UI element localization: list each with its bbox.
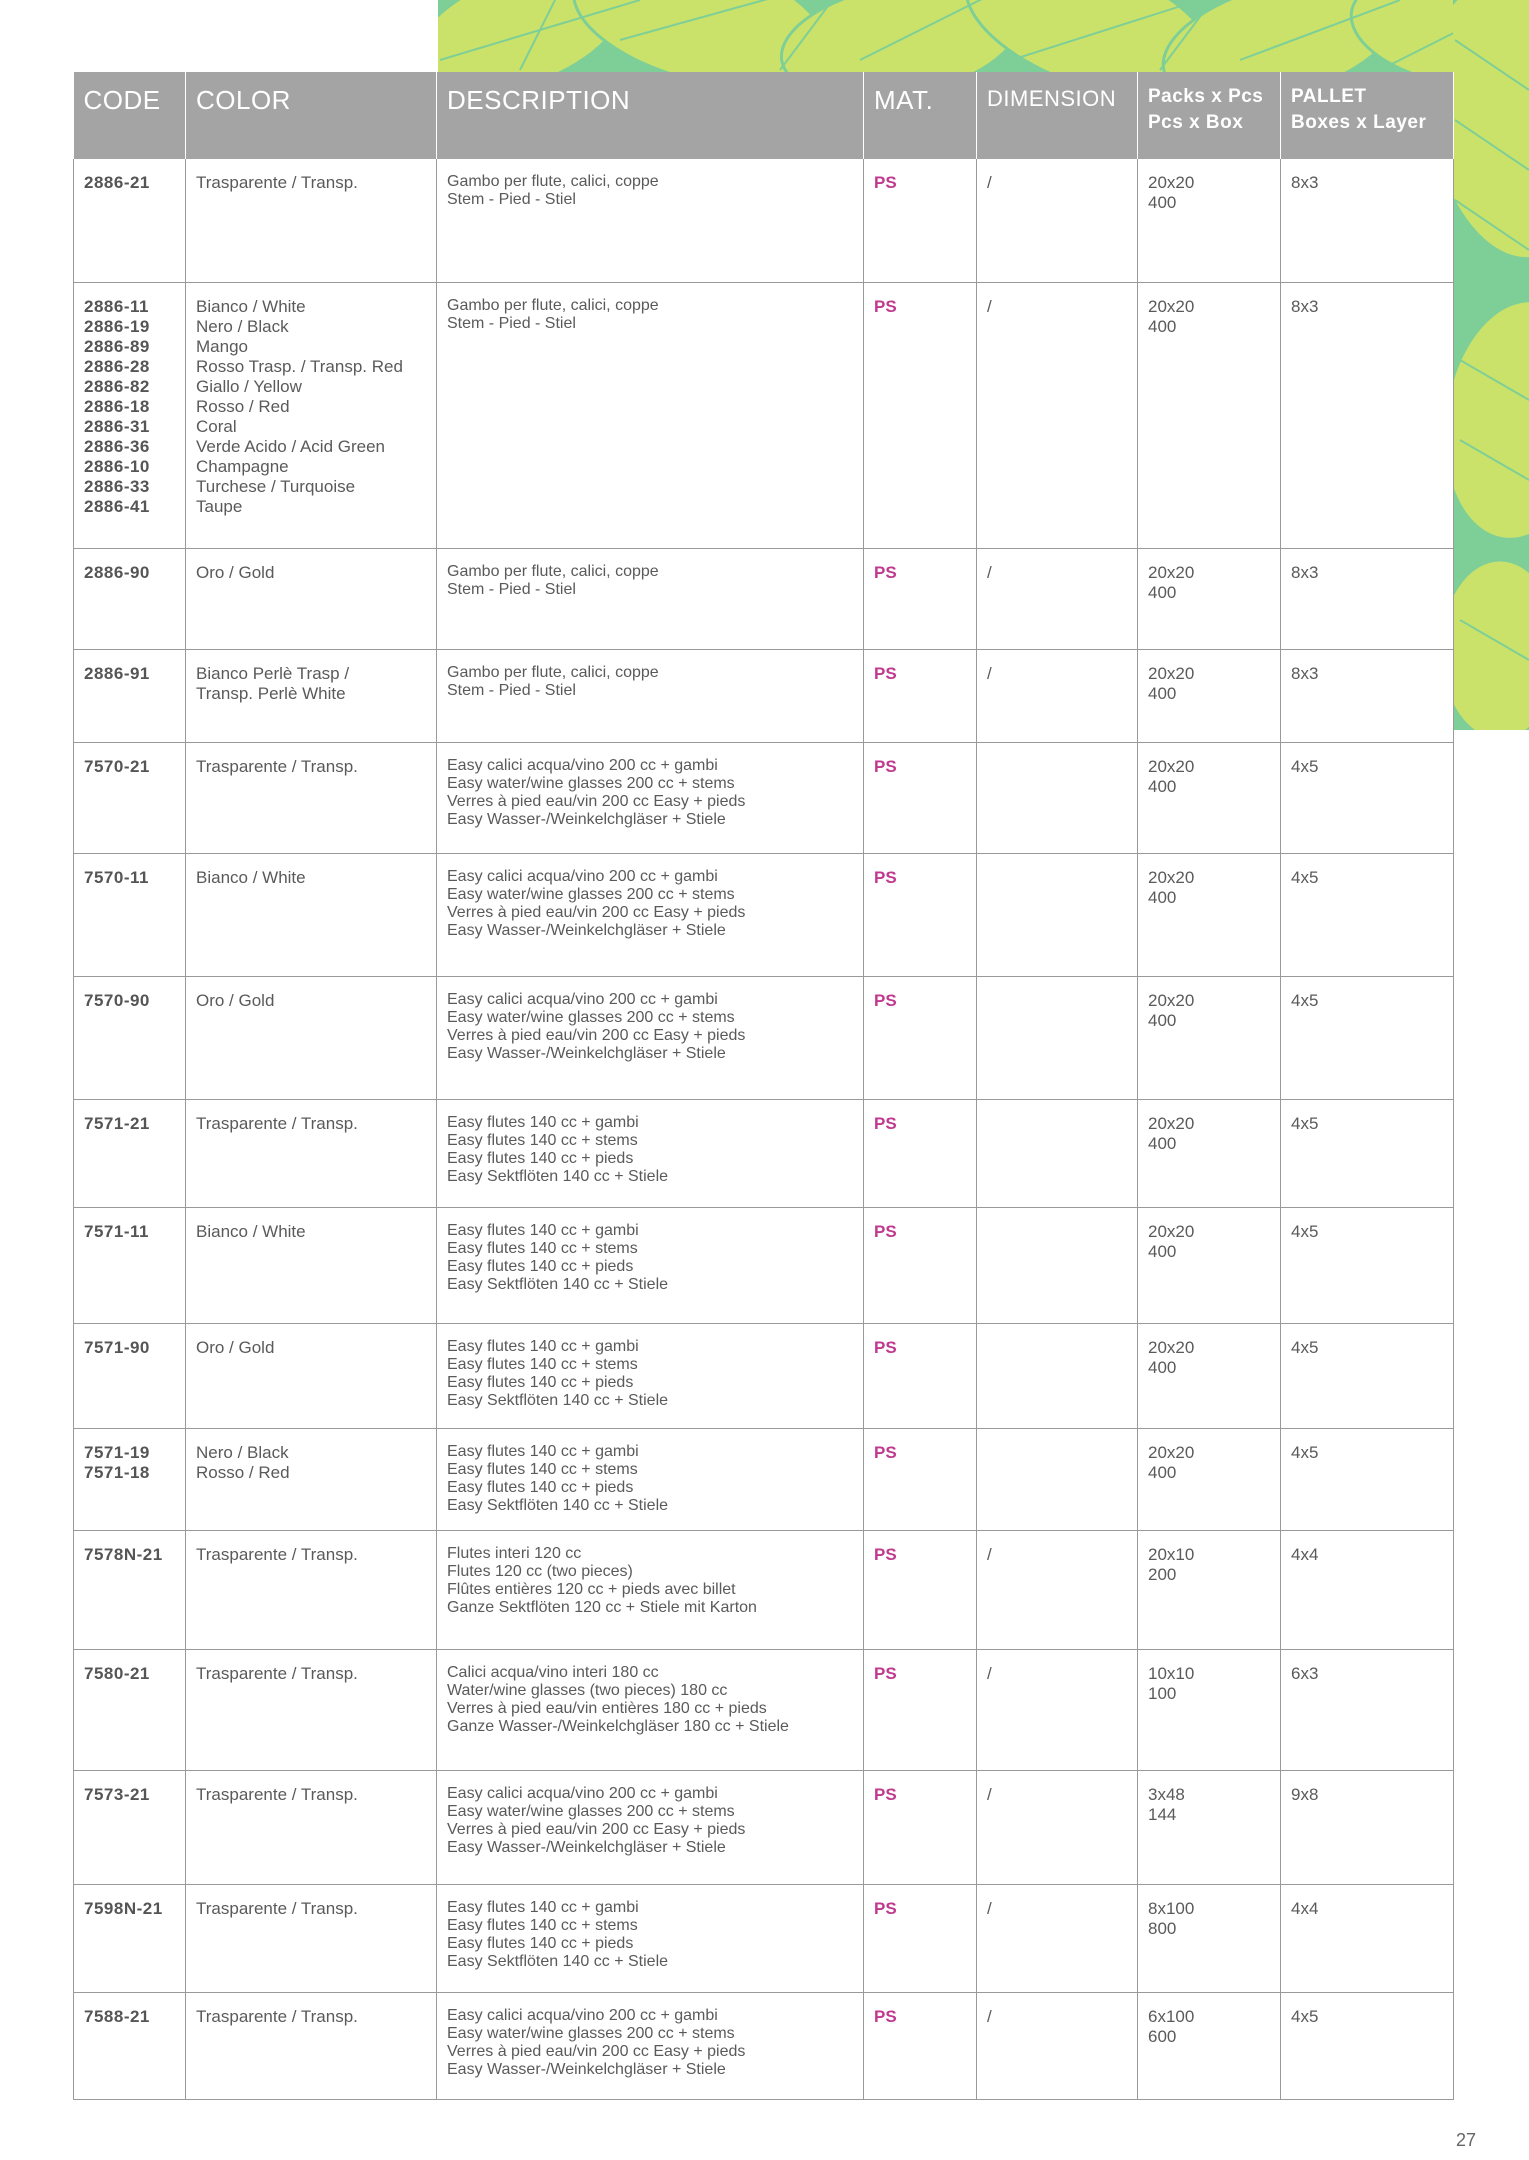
packs-cell: 20x20 400: [1138, 853, 1281, 976]
color-cell: Trasparente / Transp.: [186, 1099, 437, 1207]
material-cell: PS: [864, 742, 977, 853]
pallet-cell: 4x5: [1281, 1207, 1454, 1323]
pallet-cell: 4x5: [1281, 742, 1454, 853]
header-color: COLOR: [186, 72, 437, 159]
table-row: [74, 159, 1454, 282]
material-cell: PS: [864, 1207, 977, 1323]
dimension-cell: /: [977, 649, 1138, 742]
product-table-container: [73, 72, 1453, 2100]
code-cell: 7571-90: [74, 1323, 186, 1428]
material-cell: PS: [864, 1649, 977, 1770]
code-cell: 7578N-21: [74, 1530, 186, 1649]
packs-cell: 20x20 400: [1138, 976, 1281, 1099]
color-cell: Trasparente / Transp.: [186, 1884, 437, 1992]
material-cell: PS: [864, 1992, 977, 2099]
pallet-cell: 8x3: [1281, 649, 1454, 742]
code-cell: 7571-19 7571-18: [74, 1428, 186, 1530]
dimension-cell: [977, 1428, 1138, 1530]
color-cell: Oro / Gold: [186, 548, 437, 649]
material-cell: PS: [864, 976, 977, 1099]
material-cell: PS: [864, 1323, 977, 1428]
code-cell: 2886-11 2886-19 2886-89 2886-28 2886-82 2886-18 2886-31 2886-36 2886-10 2886-33 2886-41: [74, 282, 186, 548]
table-row: [74, 976, 1454, 1099]
header-code: CODE: [74, 72, 186, 159]
code-cell: 7570-21: [74, 742, 186, 853]
code-cell: 7598N-21: [74, 1884, 186, 1992]
dimension-cell: /: [977, 282, 1138, 548]
packs-cell: 20x20 400: [1138, 1428, 1281, 1530]
material-cell: PS: [864, 548, 977, 649]
packs-cell: 20x20 400: [1138, 282, 1281, 548]
description-cell: Gambo per flute, calici, coppe Stem - Pied - Stiel: [437, 649, 864, 742]
color-cell: Bianco / White: [186, 853, 437, 976]
code-cell: 7571-11: [74, 1207, 186, 1323]
product-table: [73, 72, 1454, 2100]
dimension-cell: /: [977, 1770, 1138, 1884]
dimension-cell: /: [977, 1530, 1138, 1649]
material-cell: PS: [864, 1428, 977, 1530]
material-cell: PS: [864, 1530, 977, 1649]
header-pallet: [1281, 72, 1454, 159]
color-cell: Nero / Black Rosso / Red: [186, 1428, 437, 1530]
table-row: [74, 282, 1454, 548]
code-cell: 2886-21: [74, 159, 186, 282]
pallet-cell: 4x5: [1281, 1099, 1454, 1207]
material-cell: PS: [864, 1884, 977, 1992]
table-row: [74, 1992, 1454, 2099]
table-row: [74, 1530, 1454, 1649]
code-cell: 7588-21: [74, 1992, 186, 2099]
table-row: [74, 1323, 1454, 1428]
pallet-cell: 6x3: [1281, 1649, 1454, 1770]
header-pallet-line2: Boxes x Layer: [1291, 112, 1427, 133]
pallet-cell: 4x5: [1281, 1323, 1454, 1428]
dimension-cell: /: [977, 159, 1138, 282]
material-cell: PS: [864, 853, 977, 976]
packs-cell: 20x20 400: [1138, 1323, 1281, 1428]
dimension-cell: [977, 1207, 1138, 1323]
packs-cell: 20x20 400: [1138, 742, 1281, 853]
color-cell: Trasparente / Transp.: [186, 742, 437, 853]
color-cell: Trasparente / Transp.: [186, 159, 437, 282]
pallet-cell: 4x4: [1281, 1530, 1454, 1649]
color-cell: Trasparente / Transp.: [186, 1649, 437, 1770]
code-cell: 7570-90: [74, 976, 186, 1099]
color-cell: Trasparente / Transp.: [186, 1992, 437, 2099]
code-cell: 2886-90: [74, 548, 186, 649]
color-cell: Oro / Gold: [186, 1323, 437, 1428]
packs-cell: 10x10 100: [1138, 1649, 1281, 1770]
pallet-cell: 4x5: [1281, 1428, 1454, 1530]
table-row: [74, 1099, 1454, 1207]
code-cell: 7570-11: [74, 853, 186, 976]
description-cell: Easy calici acqua/vino 200 cc + gambi Easy water/wine glasses 200 cc + stems Verres à pied eau/vin 200 cc Easy + pieds Easy Wasser-/Weinkelchgläser + Stiele: [437, 853, 864, 976]
pallet-cell: 4x5: [1281, 853, 1454, 976]
pallet-cell: 4x4: [1281, 1884, 1454, 1992]
color-cell: Bianco / White Nero / Black Mango Rosso Trasp. / Transp. Red Giallo / Yellow Rosso / Red Coral Verde Acido / Acid Green Champagne Turchese / Turquoise Taupe: [186, 282, 437, 548]
material-cell: PS: [864, 159, 977, 282]
description-cell: Easy flutes 140 cc + gambi Easy flutes 140 cc + stems Easy flutes 140 cc + pieds Easy Sektflöten 140 cc + Stiele: [437, 1323, 864, 1428]
code-cell: 7573-21: [74, 1770, 186, 1884]
pallet-cell: 8x3: [1281, 159, 1454, 282]
header-material: MAT.: [864, 72, 977, 159]
description-cell: Gambo per flute, calici, coppe Stem - Pied - Stiel: [437, 548, 864, 649]
material-cell: PS: [864, 1099, 977, 1207]
table-row: [74, 649, 1454, 742]
code-cell: 7571-21: [74, 1099, 186, 1207]
header-pallet-line1: PALLET: [1291, 86, 1367, 107]
table-row: [74, 1770, 1454, 1884]
description-cell: Easy flutes 140 cc + gambi Easy flutes 140 cc + stems Easy flutes 140 cc + pieds Easy Sektflöten 140 cc + Stiele: [437, 1099, 864, 1207]
color-cell: Oro / Gold: [186, 976, 437, 1099]
packs-cell: 20x20 400: [1138, 1207, 1281, 1323]
code-cell: 7580-21: [74, 1649, 186, 1770]
description-cell: Gambo per flute, calici, coppe Stem - Pied - Stiel: [437, 282, 864, 548]
packs-cell: 20x20 400: [1138, 159, 1281, 282]
dimension-cell: [977, 976, 1138, 1099]
page-number: 27: [1456, 2130, 1477, 2150]
header-packs: [1138, 72, 1281, 159]
description-cell: Easy flutes 140 cc + gambi Easy flutes 140 cc + stems Easy flutes 140 cc + pieds Easy Sektflöten 140 cc + Stiele: [437, 1428, 864, 1530]
packs-cell: 20x20 400: [1138, 649, 1281, 742]
color-cell: Trasparente / Transp.: [186, 1770, 437, 1884]
packs-cell: 8x100 800: [1138, 1884, 1281, 1992]
material-cell: PS: [864, 282, 977, 548]
table-row: [74, 548, 1454, 649]
dimension-cell: /: [977, 1884, 1138, 1992]
material-cell: PS: [864, 649, 977, 742]
header-packs-line2: Pcs x Box: [1148, 112, 1244, 133]
material-cell: PS: [864, 1770, 977, 1884]
dimension-cell: /: [977, 548, 1138, 649]
description-cell: Calici acqua/vino interi 180 cc Water/wine glasses (two pieces) 180 cc Verres à pied eau/vin entières 180 cc + pieds Ganze Wasser-/Weinkelchgläser 180 cc + Stiele: [437, 1649, 864, 1770]
table-header-row: [74, 72, 1454, 159]
packs-cell: 6x100 600: [1138, 1992, 1281, 2099]
color-cell: Bianco / White: [186, 1207, 437, 1323]
description-cell: Easy calici acqua/vino 200 cc + gambi Easy water/wine glasses 200 cc + stems Verres à pied eau/vin 200 cc Easy + pieds Easy Wasser-/Weinkelchgläser + Stiele: [437, 1770, 864, 1884]
table-row: [74, 1884, 1454, 1992]
description-cell: Easy flutes 140 cc + gambi Easy flutes 140 cc + stems Easy flutes 140 cc + pieds Easy Sektflöten 140 cc + Stiele: [437, 1207, 864, 1323]
table-row: [74, 1649, 1454, 1770]
dimension-cell: [977, 1099, 1138, 1207]
dimension-cell: [977, 1323, 1138, 1428]
pallet-cell: 4x5: [1281, 1992, 1454, 2099]
pallet-cell: 8x3: [1281, 282, 1454, 548]
table-row: [74, 1207, 1454, 1323]
dimension-cell: /: [977, 1992, 1138, 2099]
table-row: [74, 853, 1454, 976]
description-cell: Gambo per flute, calici, coppe Stem - Pied - Stiel: [437, 159, 864, 282]
description-cell: Easy calici acqua/vino 200 cc + gambi Easy water/wine glasses 200 cc + stems Verres à pied eau/vin 200 cc Easy + pieds Easy Wasser-/Weinkelchgläser + Stiele: [437, 742, 864, 853]
header-dimension: DIMENSION: [977, 72, 1138, 159]
description-cell: Flutes interi 120 cc Flutes 120 cc (two pieces) Flûtes entières 120 cc + pieds avec billet Ganze Sektflöten 120 cc + Stiele mit Karton: [437, 1530, 864, 1649]
dimension-cell: [977, 742, 1138, 853]
dimension-cell: /: [977, 1649, 1138, 1770]
table-row: [74, 1428, 1454, 1530]
packs-cell: 20x20 400: [1138, 548, 1281, 649]
description-cell: Easy calici acqua/vino 200 cc + gambi Easy water/wine glasses 200 cc + stems Verres à pied eau/vin 200 cc Easy + pieds Easy Wasser-/Weinkelchgläser + Stiele: [437, 976, 864, 1099]
description-cell: Easy flutes 140 cc + gambi Easy flutes 140 cc + stems Easy flutes 140 cc + pieds Easy Sektflöten 140 cc + Stiele: [437, 1884, 864, 1992]
pallet-cell: 4x5: [1281, 976, 1454, 1099]
table-row: [74, 742, 1454, 853]
pallet-cell: 9x8: [1281, 1770, 1454, 1884]
description-cell: Easy calici acqua/vino 200 cc + gambi Easy water/wine glasses 200 cc + stems Verres à pied eau/vin 200 cc Easy + pieds Easy Wasser-/Weinkelchgläser + Stiele: [437, 1992, 864, 2099]
header-description: DESCRIPTION: [437, 72, 864, 159]
pallet-cell: 8x3: [1281, 548, 1454, 649]
dimension-cell: [977, 853, 1138, 976]
packs-cell: 20x10 200: [1138, 1530, 1281, 1649]
header-packs-line1: Packs x Pcs: [1148, 86, 1264, 107]
color-cell: Bianco Perlè Trasp / Transp. Perlè White: [186, 649, 437, 742]
packs-cell: 20x20 400: [1138, 1099, 1281, 1207]
code-cell: 2886-91: [74, 649, 186, 742]
packs-cell: 3x48 144: [1138, 1770, 1281, 1884]
color-cell: Trasparente / Transp.: [186, 1530, 437, 1649]
